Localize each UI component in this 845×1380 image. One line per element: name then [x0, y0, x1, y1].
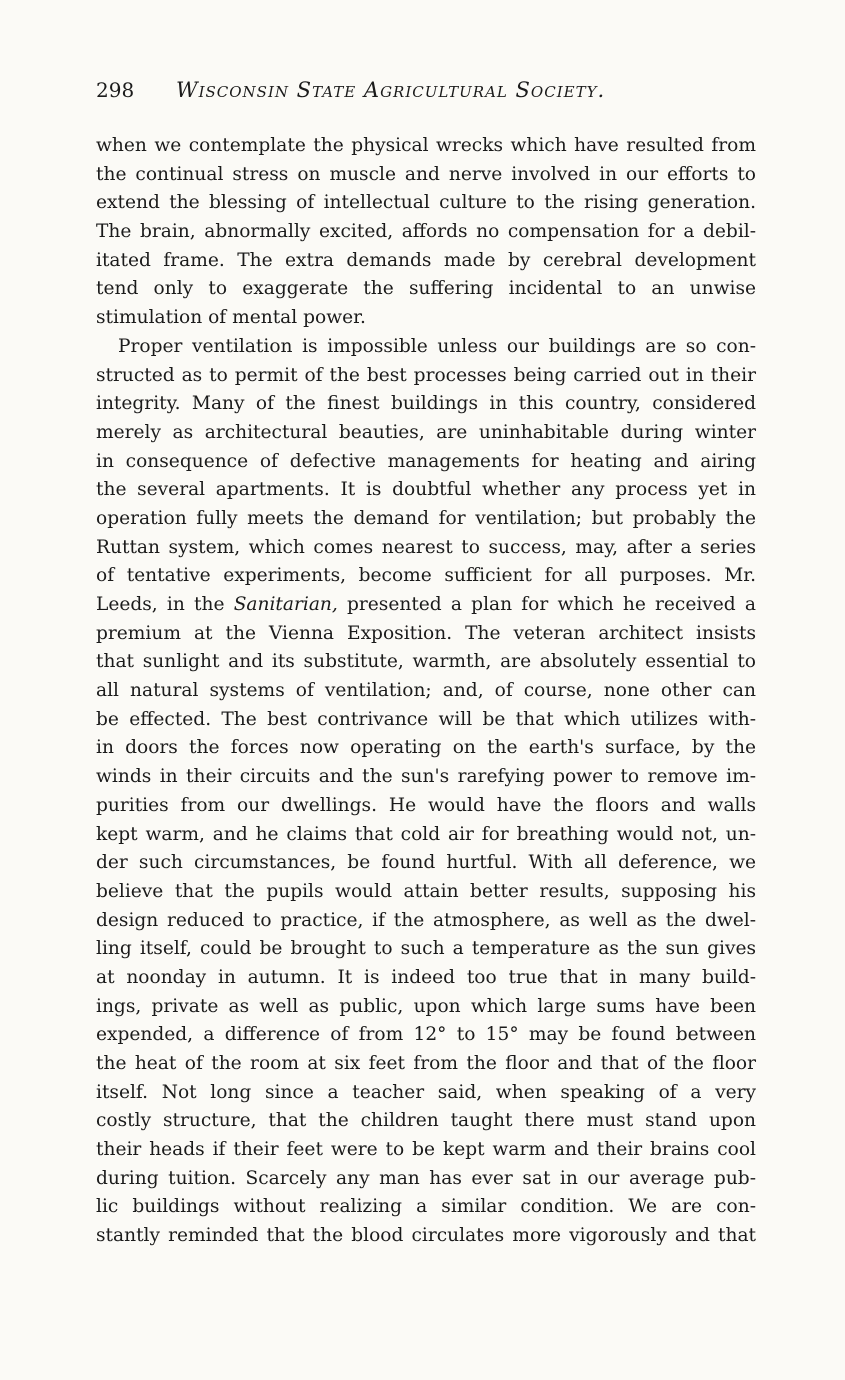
running-head [96, 76, 756, 104]
text-line: stantly reminded that the blood circulates more vigorously and that [96, 1225, 756, 1247]
leeds-after: presented a plan for which he received a [347, 594, 756, 615]
text-line: when we contemplate the physical wrecks which have resulted from [96, 135, 756, 156]
text-line: believe that the pupils would attain better results, supposing his [96, 880, 756, 902]
text-line: merely as architectural beauties, are uninhabitable during winter [96, 421, 756, 443]
text-line: their heads if their feet were to be kept warm and their brains cool [96, 1139, 756, 1161]
text-line: expended, a difference of from 12° to 15° may be found between [96, 1024, 756, 1046]
text-line: during tuition. Scarcely any man has ever sat in our average pub- [96, 1167, 756, 1189]
text-line: premium at the Vienna Exposition. The veteran architect insists [96, 622, 756, 644]
text-line: in doors the forces now operating on the earth's surface, by the [96, 737, 756, 759]
text-line: itself. Not long since a teacher said, when speaking of a very [96, 1081, 756, 1103]
text-line: the heat of the room at six feet from the floor and that of the floor [96, 1053, 756, 1074]
text-line: costly structure, that the children taught there must stand upon [96, 1110, 756, 1132]
text-line: design reduced to practice, if the atmosphere, as well as the dwel- [96, 909, 756, 931]
text-line: be effected. The best contrivance will be that which utilizes with- [96, 708, 756, 730]
text-line: purities from our dwellings. He would have the floors and walls [96, 794, 756, 816]
text-line: itated frame. The extra demands made by cerebral development [96, 249, 756, 271]
text-line: the several apartments. It is doubtful whether any process yet in [96, 479, 756, 501]
text-line: the continual stress on muscle and nerve involved in our efforts to [96, 163, 756, 185]
text-line: that sunlight and its substitute, warmth, are absolutely essential to [96, 651, 756, 673]
text-line: kept warm, and he claims that cold air for breathing would not, un- [96, 823, 756, 845]
sanitarian-title: Sanitarian, [233, 594, 338, 615]
text-line: stimulation of mental power. [96, 307, 366, 329]
text-line: winds in their circuits and the sun's rarefying power to remove im- [96, 766, 756, 788]
text-line: at noonday in autumn. It is indeed too true that in many build- [96, 966, 756, 988]
text-line: extend the blessing of intellectual culture to the rising generation. [96, 192, 756, 214]
text-line: integrity. Many of the finest buildings in this country, considered [96, 393, 756, 415]
text-line: ling itself, could be brought to such a temperature as the sun gives [96, 938, 756, 960]
text-line: Ruttan system, which comes nearest to success, may, after a series [96, 536, 756, 558]
text-line: operation fully meets the demand for ventilation; but probably the [96, 507, 756, 529]
text-line: structed as to permit of the best processes being carried out in their [96, 364, 756, 386]
text-line: lic buildings without realizing a similar condition. We are con- [96, 1196, 756, 1218]
text-line: all natural systems of ventilation; and, of course, none other can [96, 680, 756, 702]
text-line-paragraph-start: Proper ventilation is impossible unless our buildings are so con- [118, 335, 756, 357]
leeds-before: Leeds, in the [96, 594, 225, 615]
text-line: The brain, abnormally excited, affords no compensation for a debil- [96, 221, 756, 243]
text-line-leeds [96, 591, 756, 620]
text-line: in consequence of defective managements for heating and airing [96, 450, 756, 472]
body-text [96, 132, 756, 1251]
text-line: der such circumstances, be found hurtful. With all deference, we [96, 852, 756, 874]
page-number: 298 [96, 78, 135, 102]
text-line: tend only to exaggerate the suffering incidental to an unwise [96, 278, 756, 300]
text-line: ings, private as well as public, upon which large sums have been [96, 995, 756, 1017]
running-title: Wisconsin State Agricultural Society. [176, 78, 606, 102]
text-line: of tentative experiments, become sufficient for all purposes. Mr. [96, 565, 756, 587]
